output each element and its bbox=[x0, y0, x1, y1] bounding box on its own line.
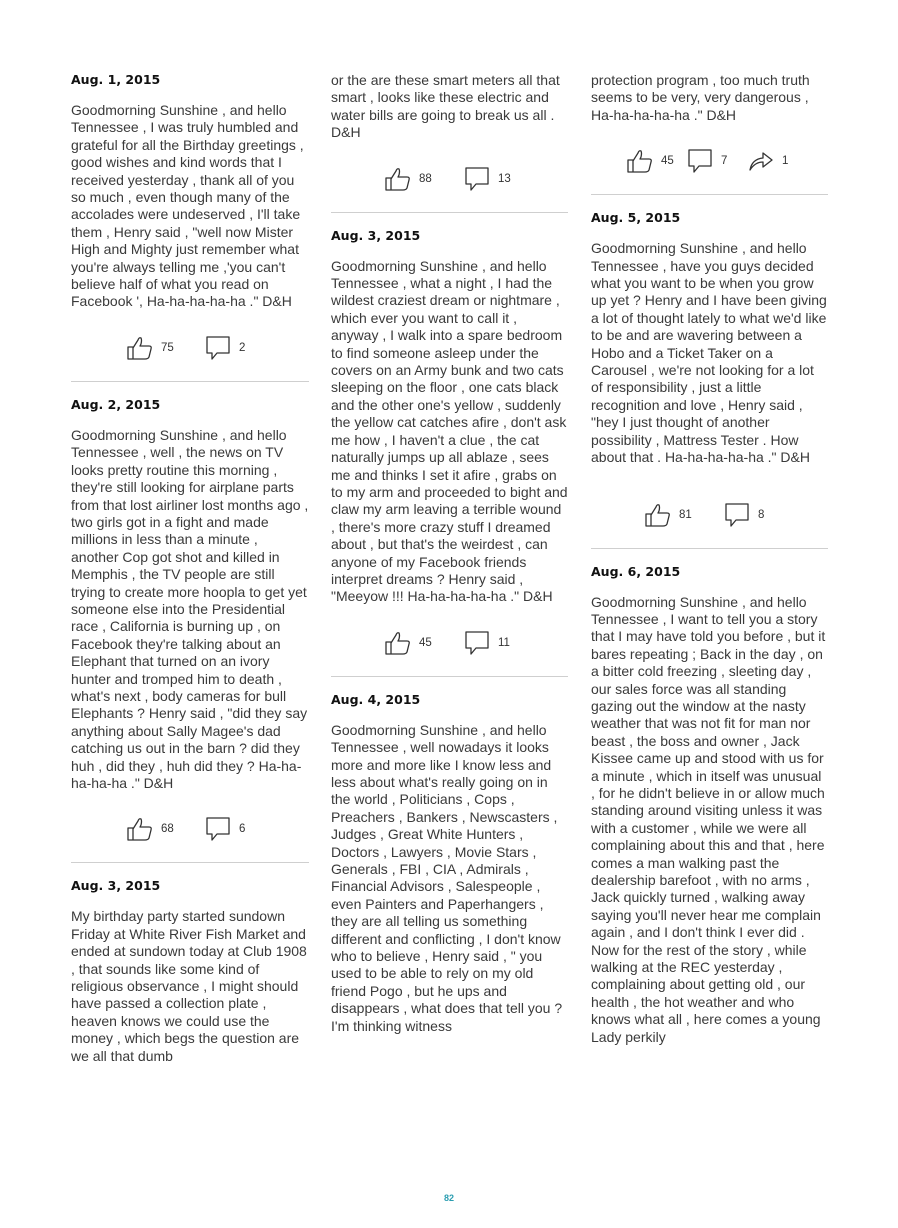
share-icon bbox=[748, 150, 774, 172]
reaction-bar bbox=[71, 333, 309, 363]
post-text-continued: protection program , too much truth seems to be very, very dangerous , Ha-ha-ha-ha-ha ." D&H bbox=[591, 72, 810, 123]
like-count: 68 bbox=[161, 823, 174, 836]
post-divider bbox=[591, 194, 828, 195]
like-count: 75 bbox=[161, 341, 174, 354]
thumbs-up-icon bbox=[645, 503, 671, 527]
comment-icon bbox=[464, 166, 490, 192]
column-1 bbox=[71, 72, 309, 1065]
post-text: Goodmorning Sunshine , and hello Tennessee , I was truly humbled and grateful for all the Birthday greetings , good wishes and kind words that I received yesterday , thank all of you so much , even though many of the accolades were undeserved , I'll take them , Henry said , "well now Mister High and Mighty just remember what you're always telling me ,'you can't believe half of what you read on Facebook ', Ha-ha-ha-ha-ha ." D&H bbox=[71, 102, 304, 310]
like-button[interactable] bbox=[127, 814, 174, 844]
post-text-continued: or the are these smart meters all that smart , looks like these electric and water bills are going to break us all . D&H bbox=[331, 72, 560, 141]
post-text: Goodmorning Sunshine , and hello Tennessee , well nowadays it looks more and more like I know less and less about what's really going on in the world , Politicians , Cops , Preachers , Bankers , Newscasters , Judges , Great White Hunters , Doctors , Lawyers , Movie Stars , Generals , FBI , CIA , Admirals , Financial Advisors , Salespeople , even Painters and Paperhangers , they are all telling us something different and conflicting , I don't know who to believe , Henry said , " you used to be able to rely on my old friend Pogo , but he ups and disappears , what does that tell you ? I'm thinking witness bbox=[331, 721, 563, 1034]
post-divider bbox=[331, 212, 568, 213]
post-date: Aug. 4, 2015 bbox=[331, 691, 421, 707]
thumbs-up-icon bbox=[127, 336, 153, 360]
comment-icon bbox=[464, 630, 490, 656]
post-divider bbox=[591, 548, 828, 549]
like-button[interactable] bbox=[385, 164, 432, 194]
like-button[interactable] bbox=[627, 146, 674, 176]
post-text: Goodmorning Sunshine , and hello Tennessee , have you guys decided what you want to be when you grow up yet ? Henry and I have been giving a lot of thought lately to what we'd like to be and are wavering between a Hobo and a Ticket Taker on a Carousel , we're not looking for a lot of responsibility , just a little recognition and love , Henry said , "hey I just thought of another possibility , Mattress Tester . How about that . Ha-ha-ha-ha-ha ." D&H bbox=[591, 240, 827, 466]
like-button[interactable] bbox=[645, 500, 692, 530]
reaction-bar bbox=[591, 500, 828, 530]
reaction-bar bbox=[71, 814, 309, 844]
reaction-bar bbox=[331, 164, 568, 194]
share-button[interactable] bbox=[748, 146, 788, 176]
like-count: 81 bbox=[679, 508, 692, 521]
column-3 bbox=[591, 72, 828, 1046]
post-date: Aug. 5, 2015 bbox=[591, 210, 681, 226]
comment-count: 8 bbox=[758, 508, 765, 521]
comment-button[interactable] bbox=[464, 628, 510, 658]
post-date: Aug. 2, 2015 bbox=[71, 396, 161, 412]
post-date: Aug. 6, 2015 bbox=[591, 563, 681, 579]
comment-button[interactable] bbox=[205, 814, 245, 844]
comment-button[interactable] bbox=[464, 164, 511, 194]
comment-count: 6 bbox=[239, 823, 246, 836]
post-text: Goodmorning Sunshine , and hello Tennessee , well , the news on TV looks pretty routine this morning , they're still looking for airplane parts from that lost airliner lost months ago , two girls got in a fight and made millions in less than a minute , another Cop got shot and killed in Memphis , the TV people are still trying to create more hoopla to get yet someone else into the Presidential race , California is burning up , on Facebook they're talking about an Elephant that turned on an ivory hunter and tromped him to death , what's next , body cameras for bull Elephants ? Henry said , "did they say anything about Sally Magee's dad catching us out in the barn ? did they huh , did they , huh did they ? Ha-ha-ha-ha-ha ." D&H bbox=[71, 426, 309, 791]
comment-icon bbox=[687, 148, 713, 174]
post-date: Aug. 3, 2015 bbox=[71, 878, 161, 894]
like-button[interactable] bbox=[385, 628, 432, 658]
share-count: 1 bbox=[782, 155, 789, 168]
like-count: 45 bbox=[661, 155, 674, 168]
comment-count: 13 bbox=[498, 172, 511, 185]
thumbs-up-icon bbox=[127, 817, 153, 841]
post-text: Goodmorning Sunshine , and hello Tennessee , I want to tell you a story that I may have told you before , but it bares repeating ; Back in the day , on a bitter cold freezing , sleeting day , our sales force was all standing gazing out the window at the nasty weather that was not fit for man nor beast , the boss and owner , Jack Kissee came up and stood with us for a minute , which in itself was unusual , for he didn't believe in or allow much standing around visiting unless it was with a customer , while we were all complaining about this and that , here comes a man walking past the dealership barefoot , with no arms , Jack quickly turned , walking away saying you'll never hear me complain again , and I don't think I ever did . Now for the rest of the story , while walking at the REC yesterday , complaining about getting old , our health , the hot weather and who knows what all , here comes a young Lady perkily bbox=[591, 593, 826, 1045]
thumbs-up-icon bbox=[627, 149, 653, 173]
comment-button[interactable] bbox=[205, 333, 245, 363]
post-date: Aug. 1, 2015 bbox=[71, 72, 161, 87]
column-2 bbox=[331, 72, 568, 1035]
reaction-bar bbox=[331, 628, 568, 658]
post-divider bbox=[331, 676, 568, 677]
like-count: 45 bbox=[419, 636, 432, 649]
post-text: Goodmorning Sunshine , and hello Tennessee , what a night , I had the wildest craziest dream or nightmare , which ever you want to call it , anyway , I walk into a spare bedroom to find someone asleep under the covers on an Army bunk and two cats sleeping on the floor , one cats black and the other one's yellow , suddenly the yellow cat catches afire , don't ask me how , I haven't a clue , the cat naturally jumps up all ablaze , sees me and thinks I set it afire , grabs on to my arm and proceeded to bight and claw my arm leaving a terrible wound , there's more crazy stuff I dreamed about , but that's the weirdest , can anyone of my Facebook friends interpret dreams ? Henry said , "Meeyow !!! Ha-ha-ha-ha-ha ." D&H bbox=[331, 257, 568, 605]
post-text: My birthday party started sundown Friday at White River Fish Market and ended at sundown today at Club 1908 , that sounds like some kind of religious observance , I might should have passed a collection plate , heaven knows we could use the money , which begs the question are we all that dumb bbox=[71, 908, 307, 1064]
page-number: 82 bbox=[443, 1193, 454, 1203]
reaction-bar bbox=[591, 146, 828, 176]
comment-count: 11 bbox=[498, 636, 510, 649]
comment-icon bbox=[724, 502, 750, 528]
comment-button[interactable] bbox=[687, 146, 727, 176]
comment-icon bbox=[205, 335, 231, 361]
thumbs-up-icon bbox=[385, 167, 411, 191]
like-count: 88 bbox=[419, 172, 432, 185]
comment-count: 7 bbox=[721, 155, 728, 168]
comment-icon bbox=[205, 816, 231, 842]
post-divider bbox=[71, 862, 309, 863]
thumbs-up-icon bbox=[385, 631, 411, 655]
comment-count: 2 bbox=[239, 341, 246, 354]
post-date: Aug. 3, 2015 bbox=[331, 227, 421, 243]
comment-button[interactable] bbox=[724, 500, 764, 530]
like-button[interactable] bbox=[127, 333, 174, 363]
post-divider bbox=[71, 381, 309, 382]
